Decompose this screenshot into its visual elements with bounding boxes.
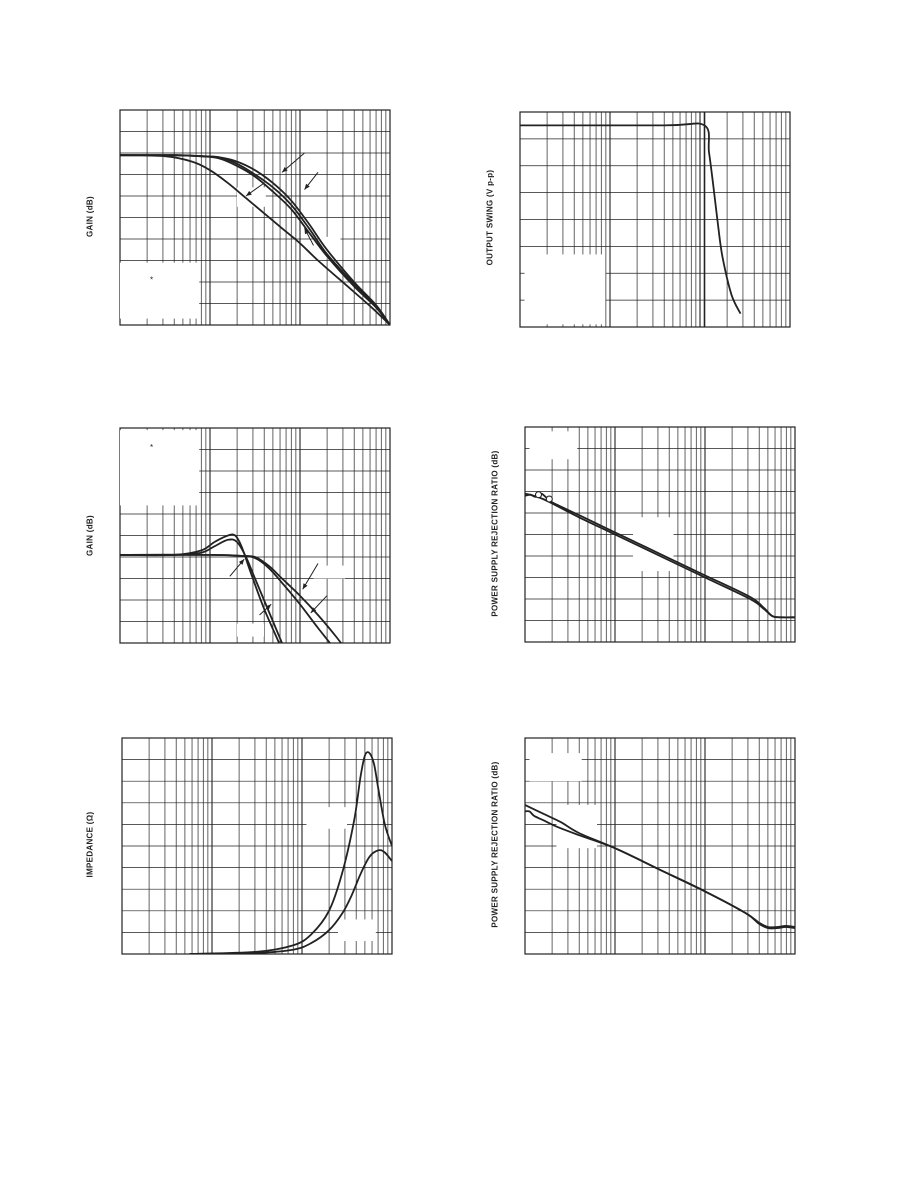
annotation-marker	[546, 496, 552, 502]
arrow-head	[303, 583, 308, 589]
label-box	[120, 263, 199, 319]
label-box	[314, 566, 346, 579]
y-axis-label: IMPEDANCE (Ω)	[85, 811, 95, 878]
y-axis-label: POWER SUPPLY REJECTION RATIO (dB)	[490, 450, 500, 617]
label-box	[307, 807, 348, 829]
legend-glyph: *	[150, 443, 154, 453]
series-line-2	[120, 539, 309, 707]
label-box	[237, 624, 264, 637]
legend-glyph: *	[150, 275, 154, 285]
y-axis-label: POWER SUPPLY REJECTION RATIO (dB)	[490, 761, 500, 928]
label-box	[120, 430, 199, 505]
label-box	[530, 753, 582, 781]
label-box	[525, 254, 606, 324]
y-axis-label: GAIN (dB)	[85, 196, 95, 237]
annotation-marker	[536, 492, 542, 498]
label-box	[237, 187, 266, 206]
series-line-1	[120, 534, 318, 729]
label-box	[338, 919, 376, 941]
label-box	[530, 431, 578, 459]
label-box	[557, 805, 598, 848]
y-axis-label: GAIN (dB)	[85, 515, 95, 556]
y-axis-label: OUTPUT SWING (V p-p)	[485, 169, 495, 266]
